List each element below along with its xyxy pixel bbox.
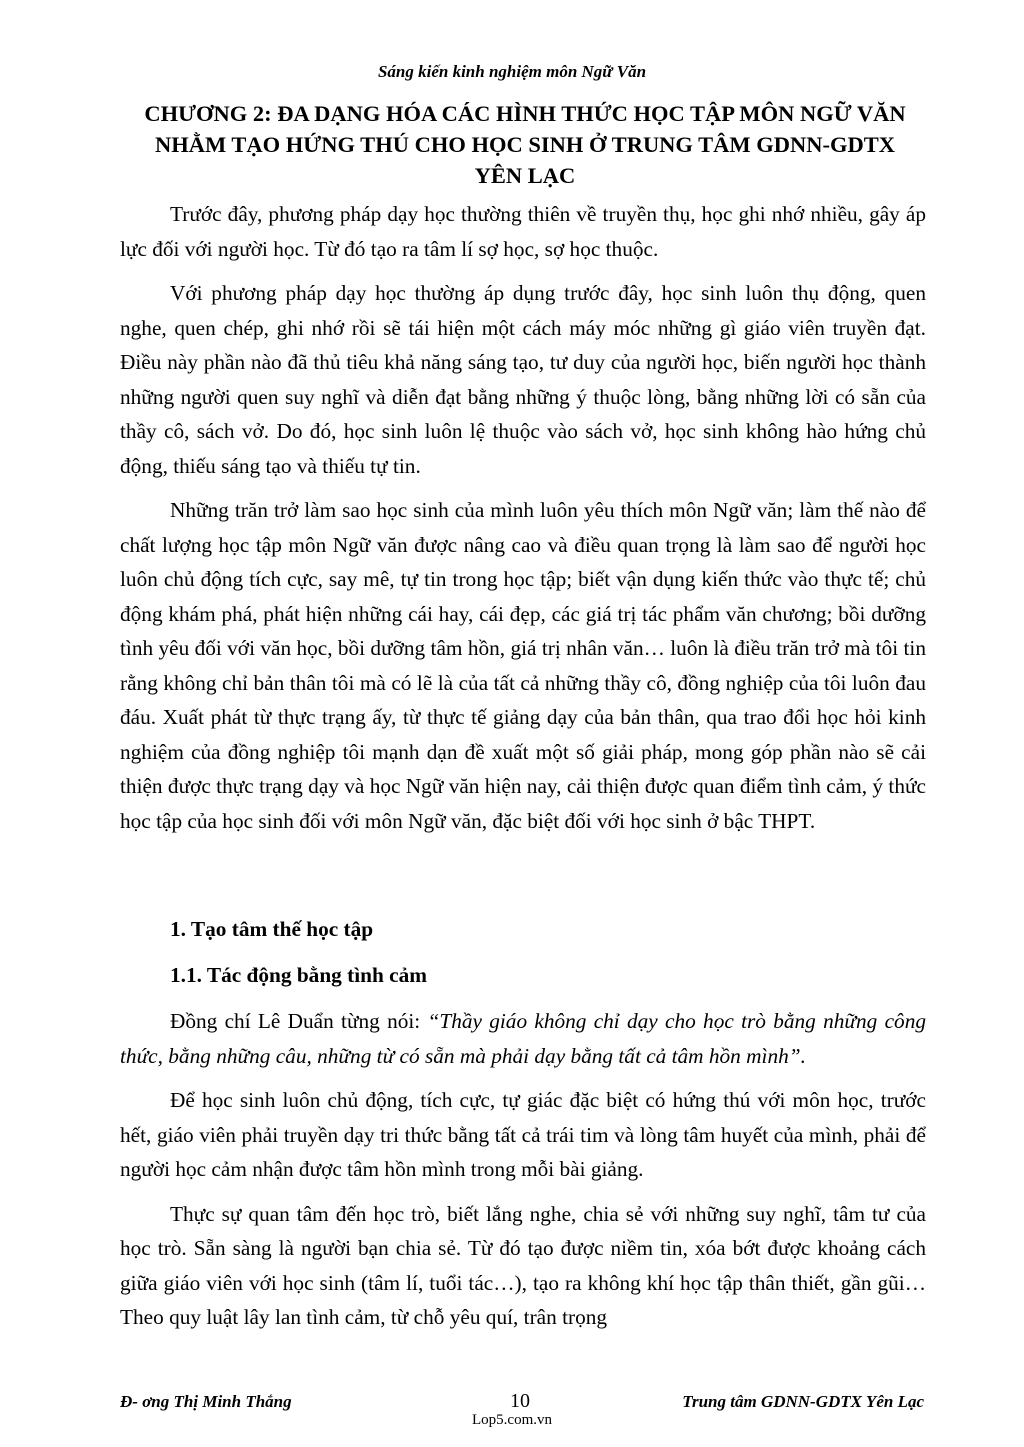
section-1-1-body	[120, 1004, 926, 1335]
paragraph-6: Thực sự quan tâm đến học trò, biết lắng nghe, chia sẻ với những suy nghĩ, tâm tư của học trò. Sẵn sàng là người bạn chia sẻ. Từ đó tạo được niềm tin, xóa bớt được khoảng cách giữa giáo viên với học sinh (tâm lí, tuổi tác…), tạo ra không khí học tập thân thiết, gần gũi… Theo quy luật lây lan tình cảm, từ chỗ yêu quí, trân trọng	[120, 1201, 926, 1329]
paragraph-2: Với phương pháp dạy học thường áp dụng trước đây, học sinh luôn thụ động, quen nghe, quen chép, ghi nhớ rồi sẽ tái hiện một cách máy móc những gì giáo viên truyền đạt. Điều này phần nào đã thủ tiêu khả năng sáng tạo, tư duy của người học, biến người học thành những người quen suy nghĩ và diễn đạt bằng những ý thuộc lòng, bằng những lời có sẵn của thầy cô, sách vở. Do đó, học sinh luôn lệ thuộc vào sách vở, học sinh không hào hứng chủ động, thiếu sáng tạo và thiếu tự tin.	[120, 281, 926, 478]
paragraph-3: Những trăn trở làm sao học sinh của mình luôn yêu thích môn Ngữ văn; làm thế nào để chất lượng học tập môn Ngữ văn được nâng cao và điều quan trọng là làm sao để người học luôn chủ động tích cực, say mê, tự tin trong học tập; biết vận dụng kiến thức vào thực tế; chủ động khám phá, phát hiện những cái hay, cái đẹp, các giá trị tác phẩm văn chương; bồi dưỡng tình yêu đối với văn học, bồi dưỡng tâm hồn, giá trị nhân văn… luôn là điều trăn trở mà tôi tin rằng không chỉ bản thân tôi mà có lẽ là của tất cả những thầy cô, đồng nghiệp của tôi luôn đau đáu. Xuất phát từ thực trạng ấy, từ thực tế giảng dạy của bản thân, qua trao đổi học hỏi kinh nghiệm của đồng nghiệp tôi mạnh dạn đề xuất một số giải pháp, mong góp phần nào sẽ cải thiện được thực trạng dạy và học Ngữ văn hiện nay, cải thiện được quan điểm tình cảm, ý thức học tập của học sinh đối với môn Ngữ văn, đặc biệt đối với học sinh ở bậc THPT.	[120, 498, 926, 833]
footer-institution: Trung tâm GDNN-GDTX Yên Lạc	[682, 1392, 924, 1411]
paragraph-quote	[120, 1004, 926, 1073]
heading-1-1: 1.1. Tác động bằng tình cảm	[170, 963, 427, 987]
site-watermark: Lop5.com.vn	[472, 1412, 552, 1428]
quote-text: “Thầy giáo không chỉ dạy cho học trò bằng những công thức, bằng những câu, những từ có sẵn mà phải dạy bằng tất cả tâm hồn mình”.	[120, 1009, 926, 1068]
paragraph-5: Để học sinh luôn chủ động, tích cực, tự giác đặc biệt có hứng thú với môn học, trước hết, giáo viên phải truyền dạy tri thức bằng tất cả trái tim và lòng tâm huyết của mình, phải để người học cảm nhận được tâm hồn mình trong mỗi bài giảng.	[120, 1088, 926, 1181]
paragraph-1: Trước đây, phương pháp dạy học thường thiên về truyền thụ, học ghi nhớ nhiều, gây áp lực đối với người học. Từ đó tạo ra tâm lí sợ học, sợ học thuộc.	[120, 202, 926, 261]
section-1-1	[120, 958, 926, 993]
page-number: 10	[510, 1390, 530, 1412]
heading-1: 1. Tạo tâm thế học tập	[170, 917, 374, 941]
section-intro	[120, 197, 926, 838]
page-header: Sáng kiến kinh nghiệm môn Ngữ Văn	[377, 62, 647, 81]
chapter-title: CHƯƠNG 2: ĐA DẠNG HÓA CÁC HÌNH THỨC HỌC TẬP MÔN NGỮ VĂN NHẰM TẠO HỨNG THÚ CHO HỌC SINH Ở TRUNG TÂM GDNN-GDTX YÊN LẠC	[144, 101, 906, 188]
section-1	[120, 912, 926, 947]
quote-lead: Đồng chí Lê Duẩn từng nói:	[170, 1009, 428, 1033]
footer-author: Đ- ơng Thị Minh Thắng	[120, 1392, 292, 1411]
